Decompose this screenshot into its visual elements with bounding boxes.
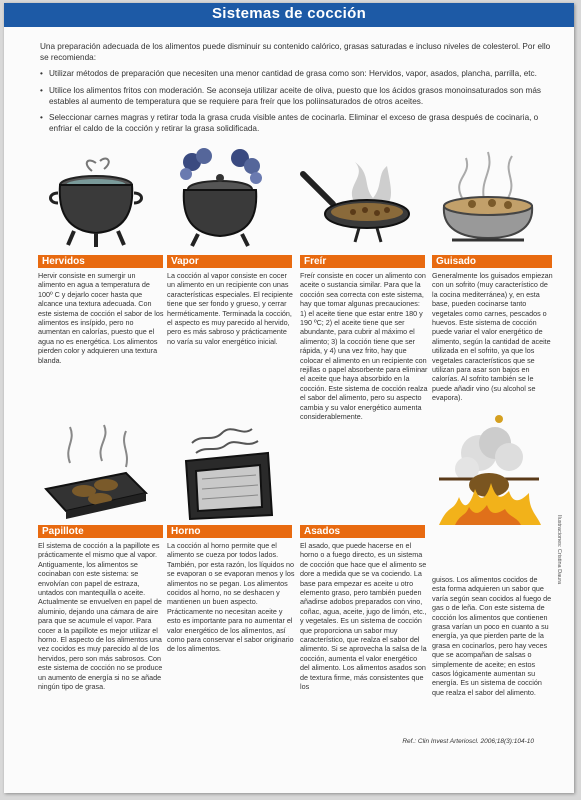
section-header-guisado: Guisado <box>432 255 552 268</box>
section-header-vapor: Vapor <box>167 255 292 268</box>
section-text-vapor: La cocción al vapor consiste en cocer un alimento en un recipiente con unas características especiales. El recipiente tiene que ser fondo y grueso, y cerrar herméticamente. Terminada la cocción, el aspecto es muy parecido al hervido, pero es más sabroso y prácticamente no varía su valor energético inicial. <box>167 271 293 346</box>
section-text-asados-cont: guisos. Los alimentos cocidos de esta forma adquieren un sabor que varía según sean cocidos al fuego de gas o de leña. Con este sistema de cocción los alimentos que contienen grasa varían un poco en cuanto a su energía, ya que pierden parte de la grasa en cocinarlos, pero hay veces que se acompañan de salsas o simplemente de aceite; en estos casos lógicamente aumentan su energía. Es un sistema de cocción que realza el sabor del alimento. <box>432 575 552 697</box>
page <box>4 3 574 793</box>
stew-pot-illustration <box>432 148 544 248</box>
frying-pan-illustration <box>299 148 414 246</box>
illustration-credit: Ilustraciones: Cristina Daura <box>556 515 562 585</box>
recommendation-item: • Utilizar métodos de preparación que necesiten una menor cantidad de grasa como son: Hervidos, vapor, asados, plancha, parrilla, etc. <box>40 68 560 79</box>
title-banner <box>4 3 574 27</box>
recommendation-item: • Utilice los alimentos fritos con moderación. Se aconseja utilizar aceite de oliva, puesto que los ácidos grasos monoinsaturados son más estables al aumento de temperatura que se requiere para freír que los poliinsaturados de otros aceites. <box>40 85 560 107</box>
steam-pot-illustration <box>164 146 276 248</box>
roast-fire-illustration <box>429 413 549 533</box>
section-header-asados: Asados <box>300 525 425 538</box>
section-text-horno: La cocción al horno permite que el alimento se cueza por todos lados. También, por esta razón, los líquidos no se evaporan o se evaporan menos y los alimentos no se pegan. Los alimentos cocidos al horno, no se deshacen y mantienen un buen aspecto. Prácticamente no necesitan aceite y esto es importante para no aumentar el valor energético de los alimentos, así como para conservar el sabor originario de los alimentos. <box>167 541 295 654</box>
papillote-tray-illustration <box>40 423 152 523</box>
intro-lead: Una preparación adecuada de los alimentos puede disminuir su contenido calórico, grasas saturadas e incluso niveles de colesterol. Por ello se recomienda: <box>40 42 551 63</box>
intro <box>40 41 560 139</box>
section-header-horno: Horno <box>167 525 292 538</box>
section-header-papillote: Papillote <box>38 525 163 538</box>
section-text-papillote: El sistema de cocción a la papillote es prácticamente el mismo que al vapor. Antiguamente, los alimentos se cocinaban con este sistema: se envolvían con papel de estraza, untados con mantequilla o aceite. Actualmente se envuelven en papel de aluminio, dejando una cámara de aire para que se acumule el vapor. Para cocer a la papillote es mejor utilizar el horno. El aspecto de los alimentos una vez cocidos es muy parecido al de los hervidos, pero son más sabrosos. Con este sistema de cocción no se produce un aumento de energía si no se añade ningún tipo de grasa. <box>38 541 163 692</box>
section-text-hervidos: Hervir consiste en sumergir un alimento en agua a temperatura de 100º C y dejarlo cocer hasta que alcance una textura adecuada. Con este sistema de cocción el sabor de los alimentos es insípido, pero no aumentan en calorías, puesto que el agua no es energética. Los alimentos pierden color y adquieren una textura blanda. <box>38 271 164 365</box>
boiling-pot-illustration <box>44 153 149 248</box>
page-title: Sistemas de cocción <box>211 5 367 22</box>
section-text-freir: Freír consiste en cocer un alimento con aceite o sustancia similar. Para que la cocción sea correcta con este sistema, hay que tomar algunas precauciones: 1) el aceite tiene que estar entre 180 y 190 ºC; 2) el aceite tiene que ser abundante, para cubrir al máximo el alimento; 3) la cocción tiene que ser rápida, y 4) una vez frito, hay que colocar el alimento en un recipiente con rejillas o papel absorbente para eliminar el aceite que haya absorbido en la cocción. Este sistema de cocción realza el sabor del alimento, pero su aspecto cambia y su valor energético aumenta considerablemente. <box>300 271 428 422</box>
recommendation-item: • Seleccionar carnes magras y retirar toda la grasa cruda visible antes de cocinarla. Eliminar el exceso de grasa después de cocinaria, o enfriar el caldo de la cocción y retirar la grasa solidificada. <box>40 112 560 134</box>
section-text-guisado: Generalmente los guisados empiezan con un sofrito (muy característico de la cocina mediterránea) y, en esta base, pueden cocinarse tanto vegetales como carnes, pescados o huevos. Este sistema de cocción puede variar el valor energético de alimento, según la cantidad de aceite utilizada en el sofrito, ya que los vegetales característicos que se utilizan para asar son bajos en calorías. Al sofrito también se le puede añadir vino (su alcohol se evapora). <box>432 271 553 403</box>
section-text-asados: El asado, que puede hacerse en el horno o a fuego directo, es un sistema de cocción que hace que el alimento se dore a medida que se va cociendo. La base para empezar es aceite u otro elemento graso, pero también pueden añadirse adobos preparados con vino, coñac, agua, aceite, jugo de limón, etc., y vegetales. Es un sistema de cocción que proporciona un sabor muy característico, que realza el sabor del alimento. Si se aprovecha la salsa de la cocción, aumenta el valor energético del alimento. Los alimentos asados son de textura firme, más consistentes que los <box>300 541 427 692</box>
section-header-freir: Freír <box>300 255 425 268</box>
section-header-hervidos: Hervidos <box>38 255 163 268</box>
recommendation-list <box>40 68 560 134</box>
reference: Ref.: Clin Invest Arterioscl. 2006;18(3):104-10 <box>402 738 534 745</box>
oven-illustration <box>172 423 282 523</box>
